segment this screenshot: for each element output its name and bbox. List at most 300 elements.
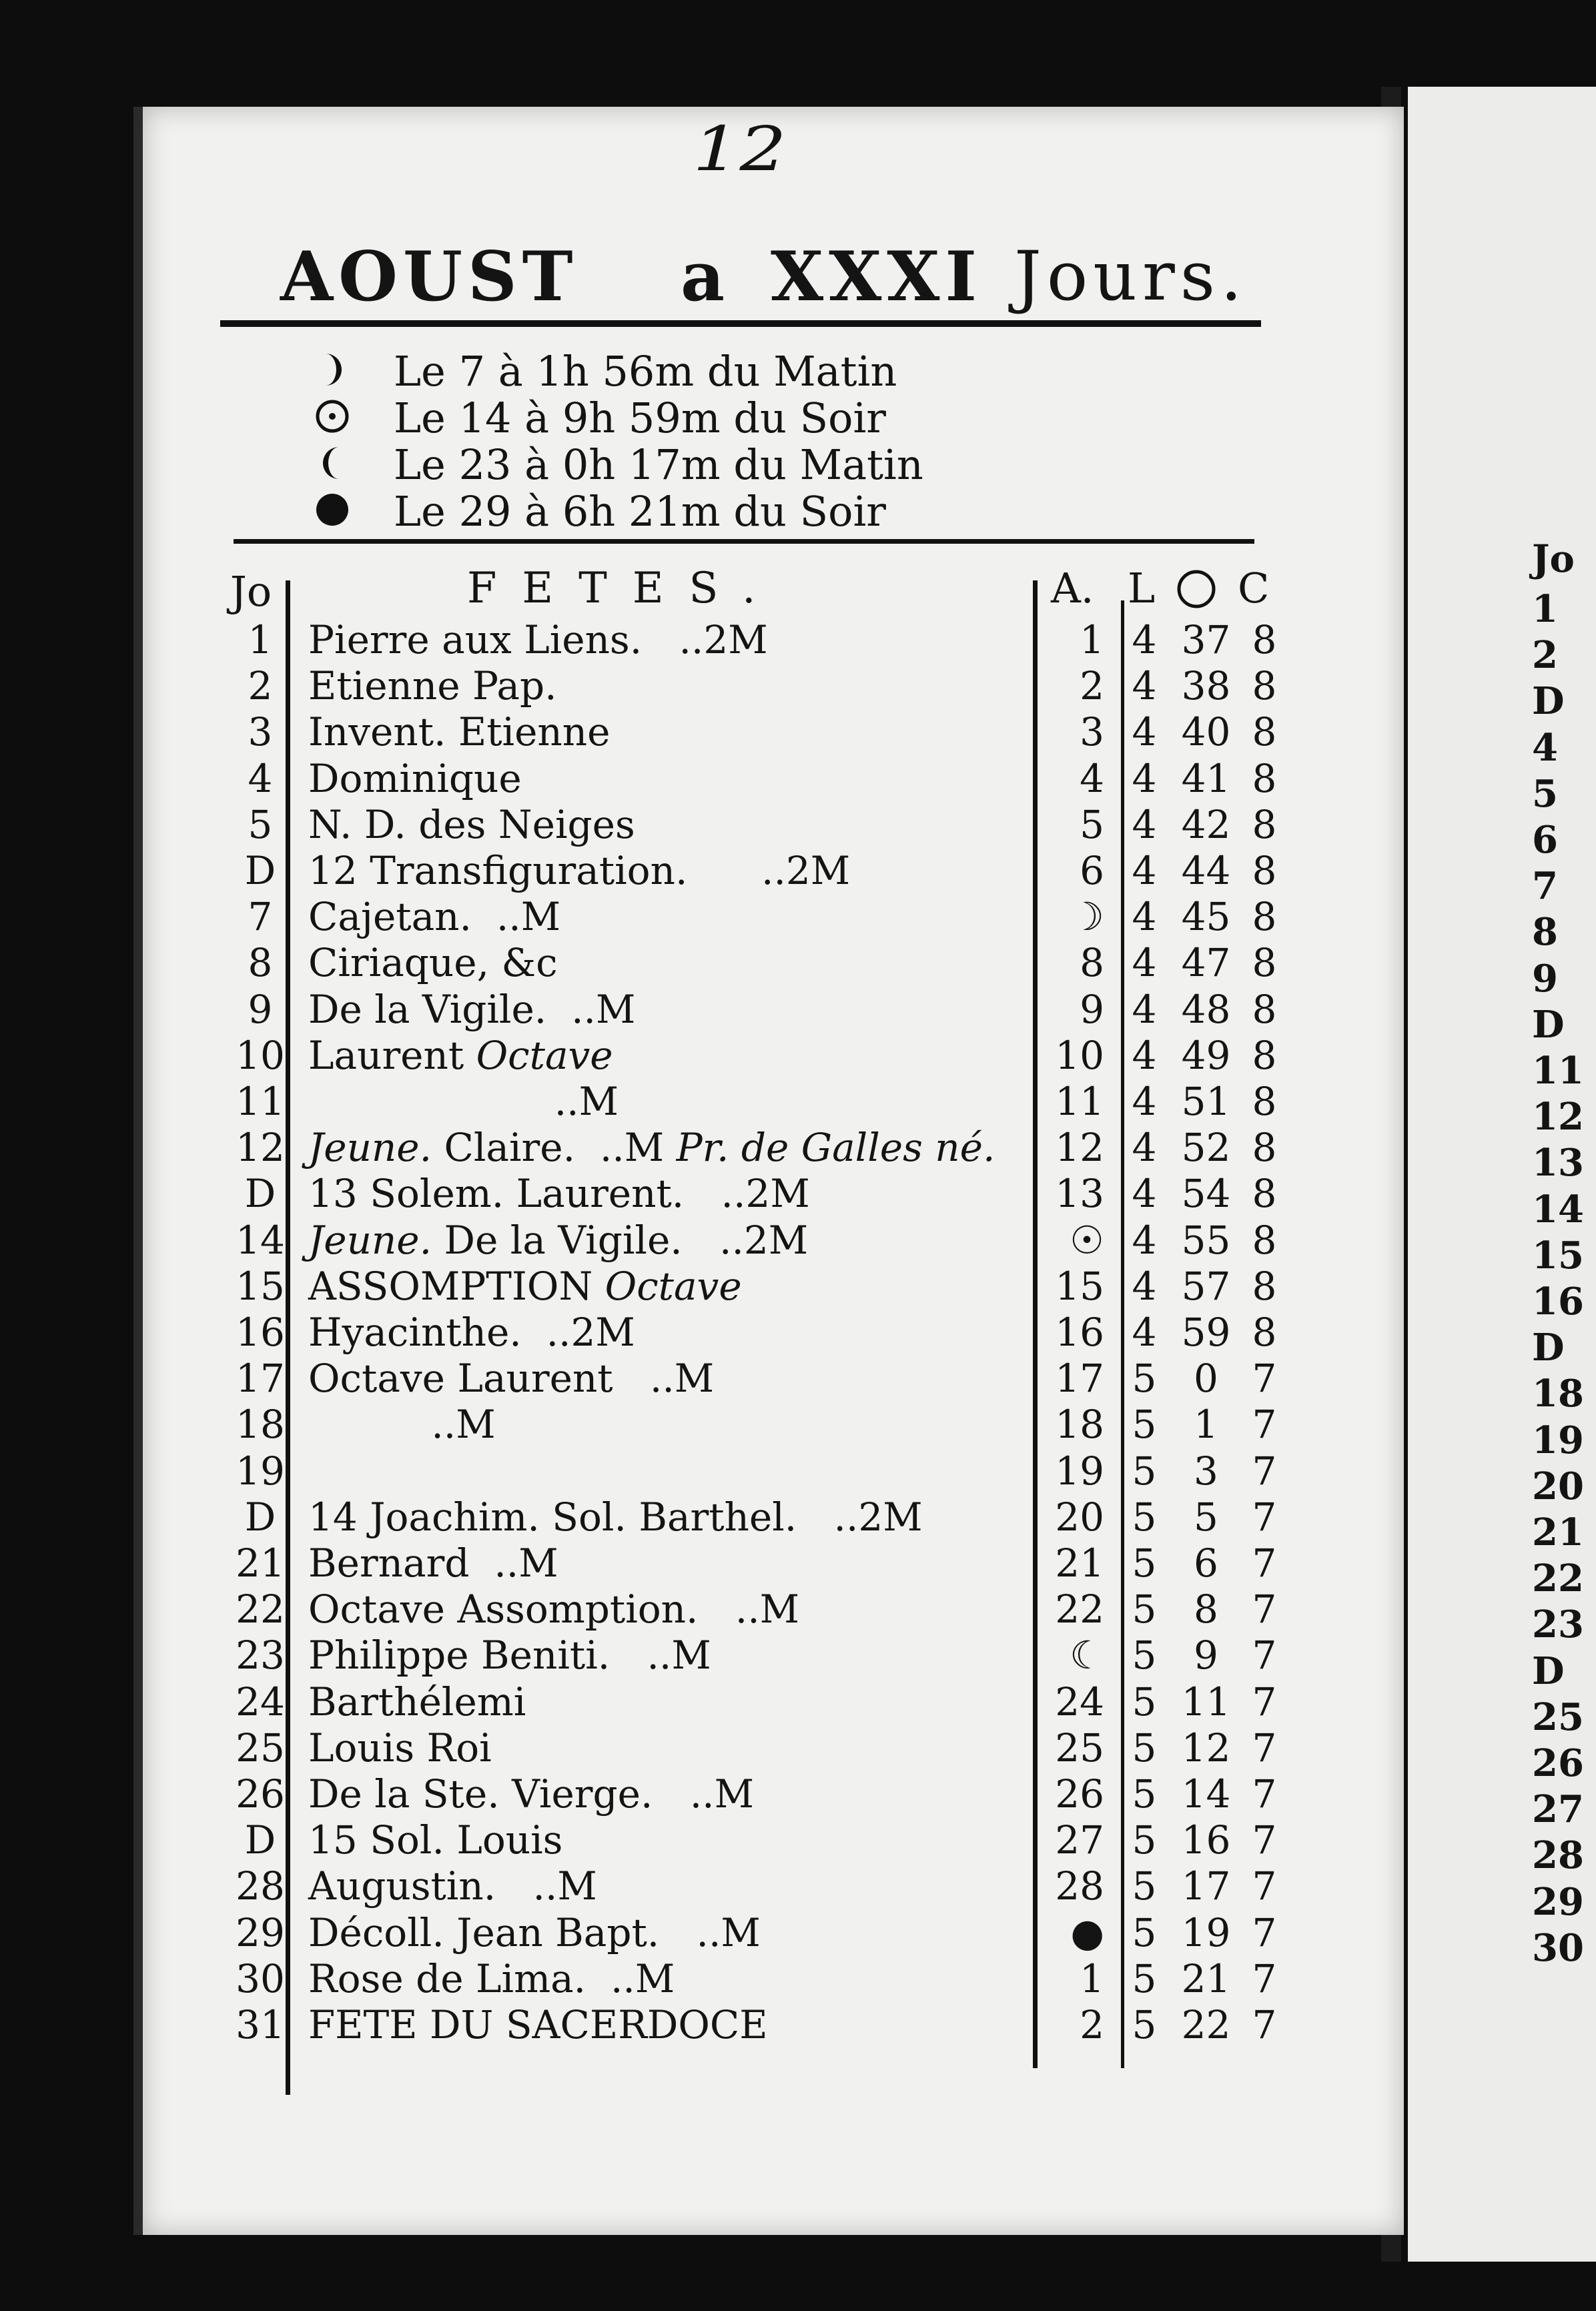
moon-age: 12 [1055, 1125, 1104, 1171]
day-number: 8 [248, 940, 273, 986]
day-number: 14 [236, 1217, 285, 1263]
facing-day-number: 27 [1532, 1787, 1584, 1832]
sunrise-hour: 4 [1132, 1217, 1157, 1263]
sunrise-hour: 5 [1132, 2002, 1157, 2047]
table-row [0, 1725, 1596, 1772]
day-number: 9 [248, 986, 273, 1032]
fete-text: De la Vigile. ..M [308, 986, 636, 1032]
fete-cell [308, 1679, 526, 1725]
fete-cell [308, 1264, 742, 1309]
sunrise-minute: 52 [1181, 1125, 1231, 1171]
sunrise-minute: 37 [1181, 617, 1231, 662]
sunrise-minute: 17 [1181, 1863, 1231, 1909]
header-lever: L [1128, 564, 1156, 612]
sunrise-hour: 5 [1132, 1725, 1157, 1771]
sunrise-minute: 22 [1181, 2002, 1231, 2047]
title-a: a [681, 237, 731, 317]
table-row [0, 987, 1596, 1033]
sunrise-minute: 6 [1194, 1540, 1218, 1586]
fete-text: Pierre aux Liens. ..2M [308, 617, 768, 662]
sunrise-hour: 5 [1132, 1633, 1157, 1679]
table-row [0, 1586, 1596, 1633]
fete-text: 13 Solem. Laurent. ..2M [308, 1171, 810, 1217]
fete-cell [308, 1310, 635, 1355]
fete-text: ASSOMPTION [308, 1263, 605, 1309]
moon-age: 20 [1055, 1494, 1104, 1540]
sunrise-hour: 5 [1132, 1817, 1157, 1863]
title-jours: Jours. [1014, 237, 1248, 316]
fete-text: Laurent [308, 1032, 476, 1078]
sunrise-hour: 4 [1132, 709, 1157, 755]
table-row [0, 1125, 1596, 1172]
moon-age: 2 [1080, 2002, 1104, 2047]
fete-cell [308, 756, 522, 801]
table-row [0, 617, 1596, 664]
day-number: 26 [236, 1771, 285, 1817]
day-number: 17 [236, 1356, 285, 1402]
day-number: 16 [236, 1310, 285, 1355]
table-row [0, 1448, 1596, 1495]
fete-text: Louis Roi [308, 1725, 492, 1771]
sunset-hour: 8 [1252, 663, 1277, 709]
facing-day-number: 12 [1532, 1095, 1584, 1139]
facing-day-number: 28 [1532, 1833, 1584, 1878]
sunrise-minute: 21 [1181, 1955, 1231, 2001]
fete-cell [308, 1956, 675, 2001]
table-row [0, 1771, 1596, 1818]
sunrise-minute: 40 [1181, 709, 1231, 755]
fete-cell [308, 1725, 492, 1771]
table-row [0, 1402, 1596, 1448]
last-quarter-moon-icon [314, 444, 355, 486]
sunrise-hour: 4 [1132, 755, 1157, 801]
facing-header-jo: Jo [1532, 537, 1575, 581]
day-number: 7 [248, 894, 273, 940]
moon-age: 19 [1055, 1448, 1104, 1494]
fete-cell [308, 663, 557, 709]
day-number: 12 [236, 1125, 285, 1171]
sunrise-hour: 4 [1132, 1263, 1157, 1309]
day-number: 3 [248, 709, 273, 755]
sunrise-hour: 4 [1132, 1171, 1157, 1217]
sunrise-minute: 49 [1181, 1032, 1231, 1078]
header-coucher: C [1238, 564, 1270, 612]
moon-age: 2 [1080, 663, 1104, 709]
moon-age: 9 [1080, 986, 1104, 1032]
facing-day-number: 29 [1532, 1879, 1584, 1924]
facing-day-number: 13 [1532, 1141, 1584, 1186]
sunset-hour: 7 [1252, 1540, 1277, 1586]
day-number: D [244, 848, 276, 893]
table-row [0, 663, 1596, 710]
sunrise-hour: 4 [1132, 801, 1157, 847]
fete-cell [308, 1863, 597, 1909]
sunset-hour: 7 [1252, 1633, 1277, 1679]
fete-cell [308, 1586, 799, 1632]
sunrise-hour: 5 [1132, 1402, 1157, 1448]
moon-age: ● [1070, 1909, 1104, 1955]
table-row [0, 1540, 1596, 1587]
sunrise-hour: 4 [1132, 986, 1157, 1032]
sunrise-minute: 48 [1181, 986, 1231, 1032]
header-fetes: FETES. [467, 564, 781, 613]
moon-age: 1 [1080, 617, 1104, 662]
fete-cell [308, 1771, 754, 1817]
sunrise-minute: 54 [1181, 1171, 1231, 1217]
fete-text: Cajetan. ..M [308, 894, 561, 940]
facing-day-number: 15 [1532, 1233, 1584, 1278]
sunset-hour: 7 [1252, 1771, 1277, 1817]
sunset-hour: 7 [1252, 1955, 1277, 2001]
table-row [0, 1494, 1596, 1541]
sunrise-hour: 4 [1132, 663, 1157, 709]
fete-cell [308, 1079, 619, 1124]
fete-cell [308, 1171, 810, 1216]
table-row [0, 802, 1596, 849]
fete-italic-suffix: Octave [476, 1032, 613, 1078]
sunrise-hour: 5 [1132, 1540, 1157, 1586]
facing-day-number: D [1532, 1002, 1565, 1047]
day-number: 10 [236, 1032, 285, 1078]
day-number: 15 [236, 1263, 285, 1309]
moon-age: 25 [1055, 1725, 1104, 1771]
sunrise-minute: 3 [1194, 1448, 1218, 1494]
sunrise-minute: 41 [1181, 755, 1231, 801]
sunrise-minute: 5 [1194, 1494, 1218, 1540]
sunrise-hour: 5 [1132, 1494, 1157, 1540]
facing-day-number: 23 [1532, 1602, 1584, 1647]
table-row [0, 940, 1596, 987]
sunset-hour: 7 [1252, 1679, 1277, 1725]
fete-cell [308, 709, 610, 755]
day-number: 22 [236, 1586, 285, 1633]
fete-cell [308, 1356, 714, 1401]
table-row [0, 1264, 1596, 1310]
header-age: A. [1051, 564, 1094, 612]
fete-cell [308, 1033, 613, 1078]
day-number: 2 [248, 663, 273, 709]
fete-cell [308, 617, 768, 662]
table-row [0, 1171, 1596, 1218]
sunrise-minute: 14 [1181, 1771, 1231, 1817]
sunrise-minute: 0 [1194, 1356, 1218, 1402]
facing-day-number: 8 [1532, 910, 1558, 955]
table-row [0, 1633, 1596, 1679]
moon-age: 17 [1055, 1356, 1104, 1402]
facing-day-number: D [1532, 1326, 1565, 1370]
fete-text: Octave Assomption. ..M [308, 1586, 800, 1633]
sunset-hour: 8 [1252, 617, 1277, 662]
fete-text: Rose de Lima. ..M [308, 1955, 675, 2001]
moon-age: ☽ [1070, 894, 1104, 940]
fete-text: Etienne Pap. [308, 663, 557, 709]
fete-cell [308, 1402, 496, 1447]
fete-text: 12 Transfiguration. ..2M [308, 848, 851, 893]
fete-cell [308, 802, 635, 847]
fete-cell [308, 848, 850, 893]
fete-cell [308, 1540, 558, 1586]
sunset-hour: 8 [1252, 1171, 1277, 1217]
moon-age: 24 [1055, 1679, 1104, 1725]
sunrise-minute: 42 [1181, 801, 1231, 847]
day-number: 28 [236, 1863, 285, 1909]
fete-cell [308, 1633, 711, 1678]
sunset-hour: 7 [1252, 1725, 1277, 1771]
fete-text: Bernard ..M [308, 1540, 558, 1586]
facing-day-number: 26 [1532, 1741, 1584, 1785]
day-number: D [244, 1494, 276, 1540]
fete-text: Augustin. ..M [308, 1863, 597, 1909]
table-row [0, 1218, 1596, 1264]
fete-cell [308, 940, 558, 985]
table-row [0, 1863, 1596, 1910]
table-row [0, 1033, 1596, 1079]
sunset-hour: 7 [1252, 1586, 1277, 1633]
sunset-hour: 8 [1252, 709, 1277, 755]
sunset-hour: 7 [1252, 2002, 1277, 2047]
moon-age: 27 [1055, 1817, 1104, 1863]
new-moon-icon [314, 491, 355, 532]
facing-day-number: D [1532, 1649, 1565, 1693]
sunrise-hour: 4 [1132, 894, 1157, 940]
moon-age: 5 [1080, 801, 1104, 847]
sunrise-minute: 47 [1181, 940, 1231, 986]
moon-age: ☾ [1070, 1633, 1104, 1679]
table-row [0, 1956, 1596, 2003]
sunrise-minute: 55 [1181, 1217, 1231, 1263]
sunrise-minute: 38 [1181, 663, 1231, 709]
sunrise-hour: 5 [1132, 1771, 1157, 1817]
sunset-hour: 7 [1252, 1356, 1277, 1402]
moon-age: 1 [1080, 1955, 1104, 2001]
table-row [0, 848, 1596, 895]
fete-cell [308, 1125, 995, 1170]
moon-age: 16 [1055, 1310, 1104, 1355]
moon-phase-text: Le 7 à 1h 56m du Matin [394, 347, 897, 396]
sunset-hour: 8 [1252, 986, 1277, 1032]
sunrise-minute: 57 [1181, 1263, 1231, 1309]
sunrise-hour: 5 [1132, 1586, 1157, 1633]
fete-text: ..M [308, 1402, 496, 1448]
fete-cell [308, 2002, 768, 2047]
day-number: 11 [236, 1079, 285, 1124]
table-row [0, 1817, 1596, 1864]
day-number: 25 [236, 1725, 285, 1771]
sunset-hour: 7 [1252, 1909, 1277, 1955]
sunset-hour: 8 [1252, 1263, 1277, 1309]
sunset-hour: 7 [1252, 1494, 1277, 1540]
sunrise-minute: 44 [1181, 848, 1231, 893]
facing-day-number: 19 [1532, 1418, 1584, 1462]
table-row [0, 756, 1596, 803]
table-row [0, 1356, 1596, 1402]
table-row [0, 2002, 1596, 2049]
sunset-hour: 8 [1252, 1310, 1277, 1355]
facing-day-number: 7 [1532, 864, 1558, 909]
day-number: 19 [236, 1448, 285, 1494]
facing-day-number: 5 [1532, 771, 1558, 816]
sunrise-minute: 19 [1181, 1909, 1231, 1955]
fete-text: Hyacinthe. ..2M [308, 1310, 635, 1355]
day-count: XXXI [771, 237, 983, 317]
sunset-hour: 8 [1252, 848, 1277, 893]
table-row [0, 1079, 1596, 1125]
day-number: 23 [236, 1633, 285, 1679]
sunset-hour: 8 [1252, 1032, 1277, 1078]
sunrise-minute: 59 [1181, 1310, 1231, 1355]
facing-day-number: 14 [1532, 1187, 1584, 1232]
moon-age: 10 [1055, 1032, 1104, 1078]
sunrise-hour: 4 [1132, 1032, 1157, 1078]
fete-text: Décoll. Jean Bapt. ..M [308, 1909, 761, 1955]
fete-text: FETE DU SACERDOCE [308, 2002, 768, 2047]
fete-cell [308, 1494, 923, 1540]
day-number: 1 [248, 617, 273, 662]
moon-age: 4 [1080, 755, 1104, 801]
day-number: 30 [236, 1955, 285, 2001]
first-quarter-moon-icon [314, 351, 355, 392]
facing-day-number: 20 [1532, 1464, 1584, 1508]
moon-age: ☉ [1070, 1217, 1104, 1263]
moon-age: 15 [1055, 1263, 1104, 1309]
fete-text: Octave Laurent ..M [308, 1356, 715, 1402]
sunrise-minute: 16 [1181, 1817, 1231, 1863]
month-name: AOUST [280, 237, 578, 317]
sunset-hour: 8 [1252, 801, 1277, 847]
month-title [280, 237, 1254, 317]
fete-text: N. D. des Neiges [308, 801, 635, 847]
sunset-hour: 8 [1252, 755, 1277, 801]
fete-italic-prefix: Jeune. [308, 1217, 432, 1263]
sunrise-hour: 4 [1132, 1079, 1157, 1124]
moon-age: 6 [1080, 848, 1104, 893]
day-number: 29 [236, 1909, 285, 1955]
fete-cell [308, 987, 635, 1032]
sunrise-hour: 5 [1132, 1955, 1157, 2001]
day-number: 4 [248, 755, 273, 801]
moon-age: 18 [1055, 1402, 1104, 1448]
table-row [0, 894, 1596, 941]
sunrise-minute: 51 [1181, 1079, 1231, 1124]
moon-age: 28 [1055, 1863, 1104, 1909]
sunset-hour: 8 [1252, 1079, 1277, 1124]
sunrise-hour: 5 [1132, 1448, 1157, 1494]
facing-day-number: 18 [1532, 1372, 1584, 1416]
day-number: 5 [248, 801, 273, 847]
sunrise-hour: 5 [1132, 1909, 1157, 1955]
sunset-hour: 7 [1252, 1817, 1277, 1863]
moon-age: 11 [1055, 1079, 1104, 1124]
sunrise-minute: 12 [1181, 1725, 1231, 1771]
table-row [0, 1310, 1596, 1356]
moon-age: 22 [1055, 1586, 1104, 1633]
sunrise-hour: 4 [1132, 940, 1157, 986]
table-row [0, 1679, 1596, 1726]
fete-text: Philippe Beniti. ..M [308, 1633, 711, 1679]
fete-cell [308, 1817, 562, 1863]
facing-day-number: 6 [1532, 818, 1558, 862]
day-number: 24 [236, 1679, 285, 1725]
title-rule [220, 320, 1261, 327]
fete-text: 14 Joachim. Sol. Barthel. ..2M [308, 1494, 923, 1540]
day-number: D [244, 1817, 276, 1863]
moon-age: 21 [1055, 1540, 1104, 1586]
fete-text: Claire. ..M [432, 1125, 677, 1171]
full-moon-icon [314, 398, 355, 439]
sunrise-minute: 45 [1181, 894, 1231, 940]
fete-text: Ciriaque, &c [308, 940, 558, 986]
facing-day-number: 11 [1532, 1049, 1584, 1093]
sunset-hour: 8 [1252, 940, 1277, 986]
fete-italic-suffix: Pr. de Galles né. [676, 1125, 995, 1171]
day-number: 31 [236, 2002, 285, 2047]
sunrise-hour: 4 [1132, 1310, 1157, 1355]
facing-day-number: 21 [1532, 1510, 1584, 1554]
sunset-hour: 7 [1252, 1402, 1277, 1448]
fete-cell [308, 1218, 808, 1263]
facing-day-number: D [1532, 679, 1565, 724]
sunset-hour: 8 [1252, 894, 1277, 940]
facing-day-number: 22 [1532, 1556, 1584, 1601]
sunset-hour: 7 [1252, 1863, 1277, 1909]
facing-day-number: 2 [1532, 633, 1558, 678]
fete-italic-suffix: Octave [605, 1263, 742, 1309]
fete-text: ..M [308, 1079, 619, 1124]
sunrise-minute: 11 [1181, 1679, 1231, 1725]
moon-age: 26 [1055, 1771, 1104, 1817]
fete-text: Invent. Etienne [308, 709, 611, 755]
page-number: 12 [693, 113, 787, 185]
table-row [0, 1910, 1596, 1957]
sunset-hour: 8 [1252, 1217, 1277, 1263]
sunrise-minute: 1 [1194, 1402, 1218, 1448]
facing-day-number: 4 [1532, 725, 1558, 770]
sunrise-minute: 8 [1194, 1586, 1218, 1633]
moon-phase-text: Le 14 à 9h 59m du Soir [394, 394, 886, 442]
fete-text: Barthélemi [308, 1679, 526, 1725]
facing-day-number: 30 [1532, 1925, 1584, 1970]
moon-age: 13 [1055, 1171, 1104, 1217]
header-jo: Jo [230, 567, 272, 616]
moon-phase-text: Le 29 à 6h 21m du Soir [394, 487, 886, 536]
facing-day-number: 16 [1532, 1280, 1584, 1324]
fete-cell [308, 1910, 761, 1955]
sunrise-hour: 5 [1132, 1679, 1157, 1725]
sunrise-hour: 4 [1132, 1125, 1157, 1171]
sun-icon [1176, 568, 1217, 612]
sunset-hour: 7 [1252, 1448, 1277, 1494]
sunrise-hour: 4 [1132, 617, 1157, 662]
sunrise-hour: 5 [1132, 1356, 1157, 1402]
sunset-hour: 8 [1252, 1125, 1277, 1171]
moon-phase-text: Le 23 à 0h 17m du Matin [394, 440, 923, 489]
facing-day-number: 9 [1532, 956, 1558, 1001]
fete-italic-prefix: Jeune. [308, 1125, 432, 1171]
phases-rule [234, 539, 1254, 544]
sunrise-minute: 9 [1194, 1633, 1218, 1679]
facing-day-number: 25 [1532, 1695, 1584, 1739]
moon-age: 8 [1080, 940, 1104, 986]
sunrise-hour: 5 [1132, 1863, 1157, 1909]
day-number: 18 [236, 1402, 285, 1448]
fete-text: Dominique [308, 755, 522, 801]
fete-text: De la Ste. Vierge. ..M [308, 1771, 754, 1817]
day-number: 21 [236, 1540, 285, 1586]
fete-text: 15 Sol. Louis [308, 1817, 563, 1863]
fete-text: De la Vigile. ..2M [432, 1217, 809, 1263]
table-row [0, 709, 1596, 756]
fete-cell [308, 894, 560, 939]
